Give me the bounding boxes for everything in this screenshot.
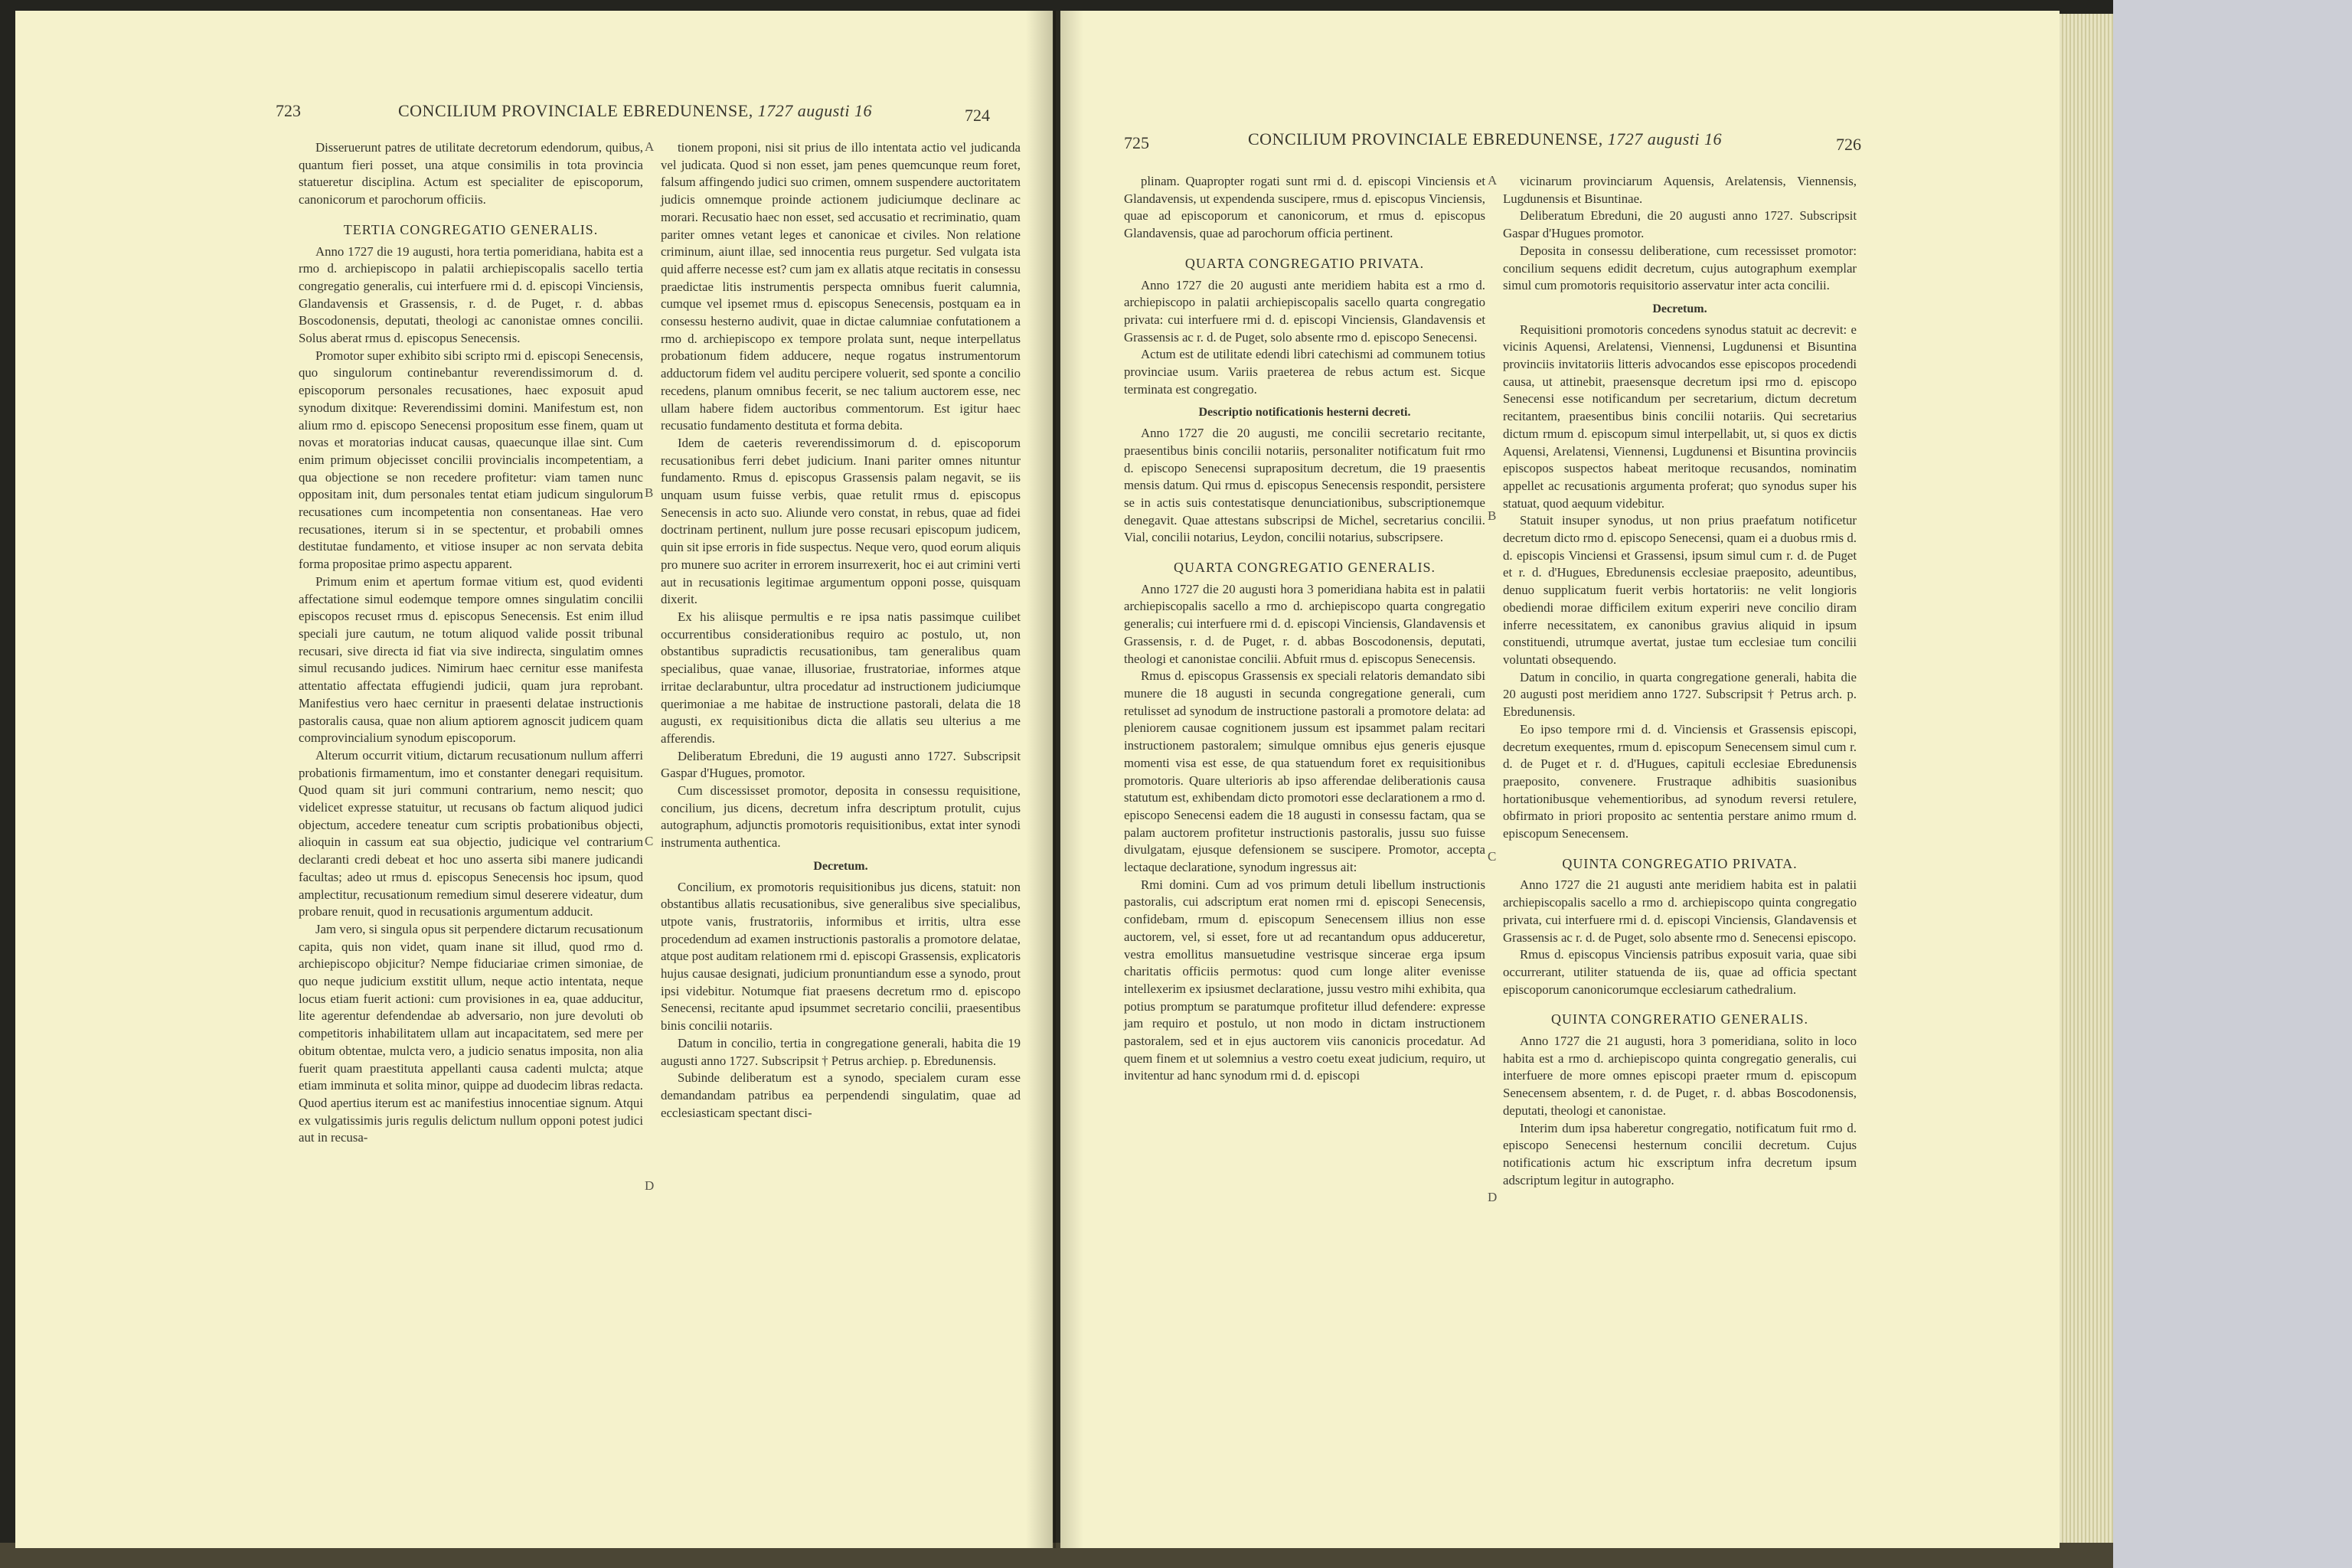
margin-letter-c: C [645, 834, 654, 848]
margin-letter-d: D [1488, 1190, 1498, 1204]
running-title-date: 1727 augusti 16 [1607, 129, 1723, 149]
paragraph: Actum est de utilitate edendi libri catechismi ad communem totius provinciae usum. Variis praeterea de rebus actum est. Sicque terminata est congregatio. [1124, 347, 1485, 397]
section-heading: TERTIA CONGREGATIO GENERALIS. [343, 221, 599, 237]
paragraph: Ex his aliisque permultis e re ipsa natis passimque cuilibet occurrentibus considerationibus requiro ac postulo, ut, non obstantibus supradictis recusationibus, tam generalibus quam specialibus, quae vanae, illusoriae, frustratoriae, informes atque irritae declarabuntur, ultra procedatur ad instructionem judiciumque querimoniae a me habitae de instructione pastorali, delata die 18 augusti, ex requisitionibus dicta die allatis seu ulterius a me afferendis. [661, 609, 1021, 746]
paragraph: Datum in concilio, tertia in congregatione generali, habita die 19 augusti anno 1727. Subscripsit † Petrus archiep. p. Ebredunensis. [661, 1035, 1021, 1068]
right-page-column-2 [1503, 173, 1857, 1189]
page-number-725: 725 [1124, 133, 1149, 152]
paragraph: Idem de caeteris reverendissimorum d. d. episcoporum recusationibus ferri debet judicium. Inani pariter omnes nituntur fundamento. Rmus d. episcopus Grassensis palam negavit, se iis unquam usum fuisse verbis, quae retulit rmus d. episcopus Senecensis in acto suo. Aliunde vero constat, in rebus, quae ad fidei doctrinam pertinent, nullum jure posse recusari episcopum judicem, quin sit ipse erroris in fide suspectus. Neque vero, quod eorum aliquis pro munere suo acriter in errorem insurrexerit, hoc ei aut crimini verti aut in recusationis legitimae argumentum opponi posse, quisquam dixerit. [661, 435, 1021, 607]
margin-letter-a: A [645, 139, 655, 154]
paragraph: Subinde deliberatum est a synodo, specialem curam esse demandandam patribus ea perpendendi singulatim, quae ad ecclesiasticam spectant disci- [661, 1070, 1021, 1120]
paragraph: Deliberatum Ebreduni, die 19 augusti anno 1727. Subscripsit Gaspar d'Hugues, promotor. [661, 748, 1021, 781]
paragraph: Rmus d. episcopus Vinciensis patribus exposuit varia, quae sibi occurrerant, utiliter statuenda de iis, quae ad officia spectant episcoporum canonicorumque ecclesiarum cathedralium. [1503, 947, 1857, 997]
paragraph: Interim dum ipsa haberetur congregatio, notificatum fuit rmo d. episcopo Senecensi hesternum concilii decretum. Cujus notificationis actum hic exscriptum infra decretum ipsum adscriptum legitur in autographo. [1503, 1120, 1857, 1187]
margin-letter-d: D [645, 1178, 655, 1193]
background-right [2113, 0, 2352, 1568]
paragraph: Promotor super exhibito sibi scripto rmi d. episcopi Senecensis, quo singulorum continebantur reverendissimorum d. d. episcoporum personales recusationes, haec exposuit apud synodum dixitque: Reverendissimi domini. Manifestum est, non alium rmo d. episcopo Senecensi propositum esse finem, quam ut novas et moratorias inducat causas, quaecunque illae sint. Cum enim primum objecisset concilii provincialis incompetentiam, a qua objectione se non recedere profitetur: viam tamen nunc oppositam init, dum personales tentat etiam judicum singulorum recusationes cum incompetentia non consentaneas. Hae vero recusationes, iterum si in se spectentur, et probabili omnes destitutae fundamento, et vitiose insuper ac non servata debita forma propositae primo aspectu apparent. [299, 348, 643, 572]
paragraph: tionem proponi, nisi sit prius de illo intentata actio vel judicanda vel judicata. Quod si non esset, jam penes quemcunque reum foret, falsum affingendo judici suo crimen, omnem suspendere auctoritatem judicis omnemque proinde actionem judiciumque declinare ac morari. Recusatio haec non esset, sed accusatio et recriminatio, quam pariter omnes vetant leges et canonicae et civiles. Non relatione criminum, aiunt illae, sed innocentia reus purgetur. Sed vulgata ista quid afferre necesse est? cum jam ex allatis atque recitatis in consessu praedictae litis instrumentis perspecta omnibus fuerit calumnia, cumque vel ipsemet rmus d. episcopus Senecensis, postquam ea in consessu hesterno audivit, quae in dictae calumniae confutationem a rmo d. archiepiscopo ex tempore prolata sunt, neque interpellatus probationum fidem adducere, neque rogatus instrumentorum adductorum fidem vel auditu percipere voluerit, sed sponte a concilio recedens, planum omnibus fecerit, se nec talium auctorem esse, nec ullam habere fidem auctoribus commentorum. Est igitur haec recusatio fundamento destituta et forma debita. [661, 140, 1021, 433]
paragraph: Alterum occurrit vitium, dictarum recusationum nullum afferri probationis firmamentum, imo et constanter denegari requisitum. Quod quam sit juri communi contrarium, nemo nescit; quo videlicet expresse statuitur, ut recusans ob factum aliquod judici objectum, accedere teneatur cum scriptis probationibus objecti, alioquin in cassum eat sua objectio, judicique vel contrarium declaranti credi debeat et hoc uno asserta sibi manere judicandi facultas; adeo ut rmus d. episcopus Senecensis hoc ipsum, quod amplectitur, recusationum remedium simul deserere videatur, dum probare renuit, quod in recusationis argumentum adducit. [299, 747, 643, 920]
paragraph: Anno 1727 die 20 augusti ante meridiem habita est a rmo d. archiepiscopo in palatii archiepiscopalis sacello quarta congregatio privata: cui interfuere rmi d. d. episcopi Vinciensis, Glandavensis et Grassensis ac r. d. de Puget, solo absente rmo d. episcopo Senecensi. [1124, 277, 1485, 345]
section-heading: Descriptio notificationis hesterni decreti. [1198, 406, 1411, 420]
paragraph: Disseruerunt patres de utilitate decretorum edendorum, quibus, quantum fieri posset, una atque consimilis in tota provincia statueretur disciplina. Actum est specialiter de episcoporum, canonicorum et parochorum officiis. [299, 140, 643, 207]
paragraph: Requisitioni promotoris concedens synodus statuit ac decrevit: e vicinis Aquensi, Arelatensi, Viennensi, Lugdunensi et Bisuntina provinciis invitatoriis litteris advocandos esse episcopos procedendi causa, ut attinebit, praesensque decretum ipsi rmo d. episcopo Senecensi esse notificandum per secretarium, dictum decretum recitantem, praesentibus binis concilii notariis. Qui secretarius dictum rmum d. episcopum simul interpellabit, ut, si quos ex dictis Aquensi, Arelatensi, Viennensi, Lugdunensi et Bisuntina provinciis episcopos suspectos habeat meritoque recusandos, nominatim appellet ac recusationis argumenta proferat; quo synodus super his statuat, quod aequum videbitur. [1503, 322, 1857, 511]
page-number-726: 726 [1836, 135, 1861, 154]
margin-letter-c: C [1488, 849, 1497, 864]
paragraph: Deposita in consessu deliberatione, cum recessisset promotor: concilium sequens edidit decretum, cujus autographum exemplar simul cum promotoris requisitorio asservatur inter acta concilii. [1503, 243, 1857, 293]
paragraph: Statuit insuper synodus, ut non prius praefatum notificetur decretum dicto rmo d. episcopo Senecensi, quam ei a duobus rmis d. d. episcopis Vinciensi et Grassensi, ipsum simul cum r. d. de Puget et r. d. d'Hugues, Ebredunensis ecclesiae praeposito, adeuntibus, denuo supplicatum fuerit verbis hortatoriis: ne velit longioris obediendi morae difficilem exitum experiri neve concilio diram inferre necessitatem, ex canonibus gravius aliquid in ipsum constituendi, utrumque avertat, justae tum ecclesiae tum concilii voluntati obsequendo. [1503, 513, 1857, 667]
paragraph: Anno 1727 die 21 augusti ante meridiem habita est in palatii archiepiscopalis sacello a rmo d. archiepiscopo quinta congregatio privata, cui interfuere rmi d. d. episcopi Vinciensis, Glandavensis et Grassensis ac r. d. de Puget, solo absente rmo d. Senecensi episcopo. [1503, 877, 1857, 945]
running-title-right [1248, 129, 1722, 149]
paragraph: Rmi domini. Cum ad vos primum detuli libellum instructionis pastoralis, cui adscriptum erat nomen rmi d. episcopi Senecensis, confidebam, rmum d. episcopum Senecensem illius non esse auctorem, vel, si esset, fore ut ad recantandum opus adduceretur, vestra emollitus mansuetudine vestrisque sincerae erga ipsum charitatis officiis permotus: quod cum longe aliter evenisse intellexerim ex ipsiusmet declaratione, jussu vestro mihi exhibita, qua potius promptum se paratumque profitetur illud defendere: expresse jam requiro et postulo, ut non modo in dictam instructionem pastoralem, sed et in ejus auctorem viis canonicis procedatur. Ad quem finem et ut solemnius a vestro coetu exeat judicium, requiro, ut invitentur ad hanc synodum rmi d. d. episcopi [1124, 877, 1485, 1083]
section-heading: QUARTA CONGREGATIO GENERALIS. [1174, 560, 1436, 576]
paragraph: Anno 1727 die 21 augusti, hora 3 pomeridiana, solito in loco habita est a rmo d. archiepiscopo quinta congregatio generalis, cui interfuere de more omnes episcopi praeter rmum d. episcopum Senecensem absentem, r. d. de Puget, r. d. abbas Boscodonensis, deputati, theologi et canonistae. [1503, 1034, 1857, 1118]
book-gutter [1026, 11, 1083, 1548]
running-title-date: 1727 augusti 16 [757, 101, 873, 120]
paragraph: Anno 1727 die 20 augusti hora 3 pomeridiana habita est in palatii archiepiscopalis sacello a rmo d. archiepiscopo quarta congregatio generalis; cui interfuere rmi d. d. episcopi Vinciensis, Glandavensis et Grassensis, r. d. de Puget, r. d. abbas Boscodonensis, deputati, theologi et canonistae concilii. Abfuit rmus d. episcopus Senecensis. [1124, 581, 1485, 666]
left-page [15, 11, 1053, 1548]
section-heading: QUINTA CONGRERATIO GENERALIS. [1550, 1011, 1809, 1027]
paragraph: Jam vero, si singula opus sit perpendere dictarum recusationum capita, quis non videt, quam inane sit illud, quod rmo d. archiepiscopo objicitur? Nempe fiduciariae crimen simoniae, de quo neque judicium exstitit ullum, neque actio intentata, neque locus etiam fuerit actioni: cum provisiones in ea, quae adducitur, lite agerentur defendendae ab adversario, non jure devoluti ob competitoris inhabilitatem ullam aut incapacitatem, sed mere per obitum obtentae, mulcta vero, a judicio senatus imposita, non alia fuerit quam praestituta appellanti causa cadenti mulcta; atque etiam imminuta et solita minor, quippe ad duodecim libras redacta. Quod apertius iterum est ac manifestius innocentiae signum. Atqui ex vulgatissimis juris regulis delictum nullum opponi potest judici aut in recusa- [299, 921, 643, 1145]
running-title-text: CONCILIUM PROVINCIALE EBREDUNENSE, [1248, 129, 1603, 149]
paragraph: Datum in concilio, in quarta congregatione generali, habita die 20 augusti post meridiem anno 1727. Subscripsit † Petrus arch. p. Ebredunensis. [1503, 669, 1857, 720]
paragraph: vicinarum provinciarum Aquensis, Arelatensis, Viennensis, Lugdunensis et Bisuntinae. [1503, 174, 1857, 206]
paragraph: Deliberatum Ebreduni, die 20 augusti anno 1727. Subscripsit Gaspar d'Hugues promotor. [1503, 208, 1857, 241]
paragraph: Primum enim et apertum formae vitium est, quod evidenti affectatione simul eodemque tempore omnes singulatim concilii episcopos recuset rmus d. episcopus Senecensis. Est enim illud speciali jure cautum, ne totum aliquod valide possit tribunal recusari, sive directa id fiat via sive indirecta, singulatim omnes simul recusando judices. Nimirum haec cernitur esse manifesta attentatio affectata effugiendi judicii, quam jura reprobant. Manifestius vero haec cernitur in praesenti delatae instructionis pastoralis causa, quae non alium aptiorem agnoscit judicem quam comprovincialium synodum episcoporum. [299, 573, 643, 746]
paragraph: Anno 1727 die 19 augusti, hora tertia pomeridiana, habita est a rmo d. archiepiscopo in palatii archiepiscopalis sacello tertia congregatio generalis, cui interfuere rmi d. d. episcopi Vinciensis, Glandavensis et Grassensis, r. d. de Puget, r. d. abbas Boscodonensis, deputati, theologi ac canonistae omnes concilii. Solus aberat rmus d. episcopus Senecensis. [299, 243, 643, 346]
paragraph: Rmus d. episcopus Grassensis ex speciali relatoris demandato sibi munere die 18 augusti in secunda congregatione generali, cum retulisset ad synodum de instructione pastorali a promotore delata: ad pleniorem causae cognitionem jussum est ipsammet palam recitari instructionem pastoralem; simulque omnibus ejus generis ejusque momenti visa est esse, de qua statuendum foret ex requisitionibus promotoris. Quare ulterioris ab ipso afferendae deliberationis causa statutum est, exhibendam dicto promotori esse declarationem a rmo d. episcopo Senecensi eadem die 18 augusti in consessu factam, qua se palam auctorem profitetur instructionis pastoralis, jussu suo fuisse divulgatam, ejusque defensionem se suscipere. Promotor, accepta lectaque declaratione, synodum ingressus ait: [1124, 668, 1485, 875]
margin-letter-b: B [1488, 508, 1497, 523]
book-page-edges [2060, 14, 2113, 1553]
paragraph: Cum discessisset promotor, deposita in consessu requisitione, concilium, jus dicens, decretum infra descriptum protulit, cujus autographum, adjunctis promotoris requisitionibus, extat inter synodi instrumenta authentica. [661, 783, 1021, 851]
paragraph: plinam. Quapropter rogati sunt rmi d. d. episcopi Vinciensis et Glandavensis, ut expendenda suscipere, rmus d. episcopus Vinciensis, quae ad episcoporum et canonicorum, et rmus d. episcopus Glandavensis, quae ad parochorum officia pertinent. [1124, 174, 1485, 241]
paragraph: Eo ipso tempore rmi d. d. Vinciensis et Grassensis episcopi, decretum exequentes, rmum d. episcopum Senecensem simul cum r. d. de Puget et r. d. d'Hugues, capituli ecclesiae Ebredunensis praeposito, convenere. Frustraque adhibitis suasionibus hortationibusque vehementioribus, ad synodum reversi retulere, obfirmato in priori proposito ac sententia perstare animo rmum d. episcopum Senecensem. [1503, 721, 1857, 841]
right-page [1060, 11, 2060, 1548]
section-heading: QUARTA CONGREGATIO PRIVATA. [1184, 255, 1425, 271]
margin-letter-b: B [645, 485, 654, 500]
section-heading: QUINTA CONGREGATIO PRIVATA. [1562, 855, 1798, 871]
running-title-left [398, 101, 872, 121]
section-heading: Decretum. [1652, 302, 1707, 315]
page-number-724: 724 [965, 106, 990, 125]
margin-letter-a: A [1488, 173, 1498, 188]
left-page-column-1 [299, 139, 643, 1147]
paragraph: Concilium, ex promotoris requisitionibus jus dicens, statuit: non obstantibus allatis recusationibus, sive generalibus sive specialibus, utpote vanis, frustratoriis, informibus et irritis, ultra esse procedendum ad examen instructionis pastoralis a promotore delatae, atque post auditam relationem rmi d. episcopi Grassensis, explicatoris hujus causae designati, judicium pronuntiandum esse a synodo, prout ipsi videbitur. Notumque fiat praesens decretum rmo d. episcopo Senecensi, recitante apud ipsummet secretario concilii, praesentibus binis concilii notariis. [661, 879, 1021, 1034]
page-number-723: 723 [276, 101, 301, 120]
paragraph: Anno 1727 die 20 augusti, me concilii secretario recitante, praesentibus binis concilii notariis, personaliter notificatum fuit rmo d. episcopo Senecensi suprapositum decretum, die 19 praesentis mensis datum. Qui rmus d. episcopus Senecensis respondit, persistere se in actis suis contestatisque denunciationibus, subscriptionemque denegavit. Quae attestans subscripsi de Michel, secretarius concilii. Vial, concilii notarius, Leydon, concilii notarius, subscripsere. [1124, 426, 1485, 545]
section-heading: Decretum. [813, 859, 868, 873]
left-page-column-2 [661, 139, 1021, 1122]
right-page-column-1 [1124, 173, 1485, 1085]
running-title-text: CONCILIUM PROVINCIALE EBREDUNENSE, [398, 101, 753, 120]
